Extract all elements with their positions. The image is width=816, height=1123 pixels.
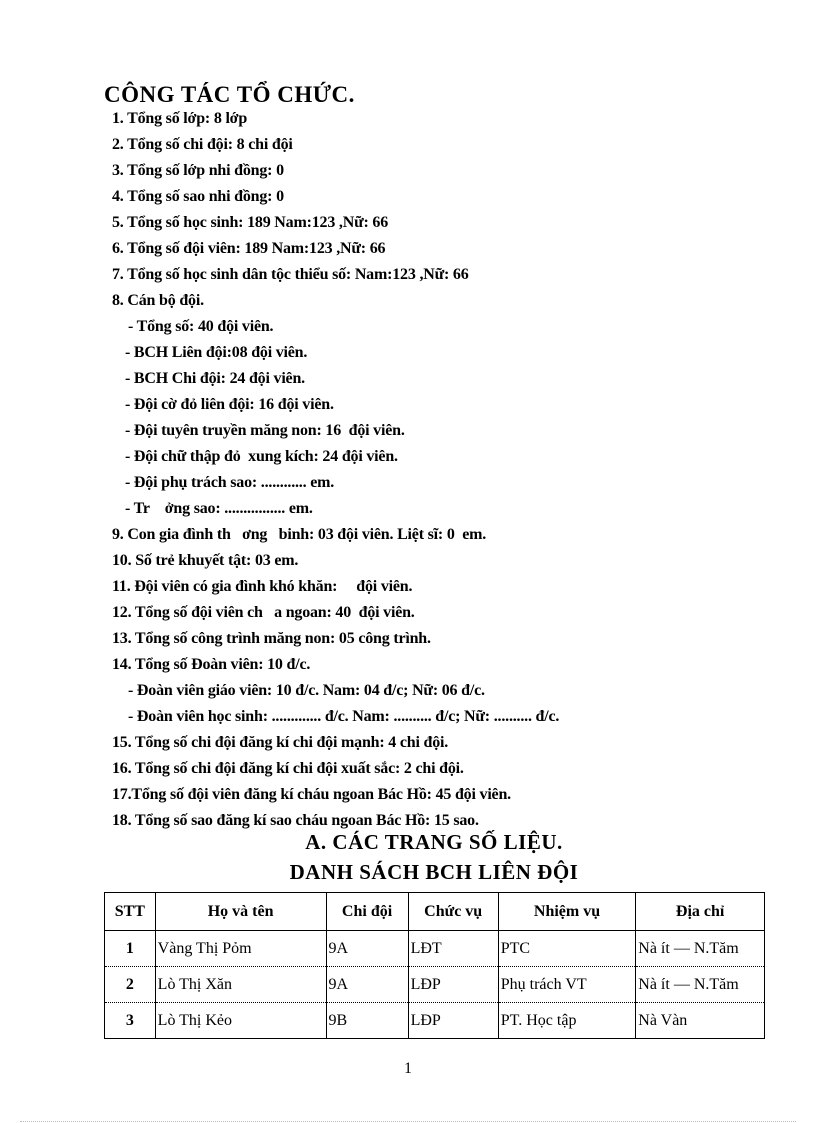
cell-address: Nà ít — N.Tăm [636,967,765,1003]
list-item: 11. Đội viên có gia đình khó khăn: đội viên. [112,578,413,595]
table-row [105,967,765,1003]
cell-class: 9B [326,1003,408,1039]
cell-name: Lò Thị Xăn [155,967,326,1003]
list-item: 9. Con gia đình th ơng binh: 03 đội viên. Liệt sĩ: 0 em. [112,526,487,543]
list-item: 1. Tổng số lớp: 8 lớp [112,110,248,127]
list-item: 13. Tổng số công trình măng non: 05 công trình. [112,630,431,647]
cell-class: 9A [326,931,408,967]
list-item: 10. Số trẻ khuyết tật: 03 em. [112,552,299,569]
column-header-address: Địa chỉ [636,893,765,931]
cell-duty: Phụ trách VT [498,967,636,1003]
list-subitem: - Đội cờ đỏ liên đội: 16 đội viên. [125,396,334,413]
cell-position: LĐP [408,967,498,1003]
list-item: 7. Tổng số học sinh dân tộc thiểu số: Nam:123 ,Nữ: 66 [112,266,469,283]
cell-name: Vàng Thị Pỏm [155,931,326,967]
list-item: 18. Tổng số sao đăng kí sao cháu ngoan Bác Hồ: 15 sao. [112,812,479,829]
list-item: 12. Tổng số đội viên ch a ngoan: 40 đội viên. [112,604,415,621]
section-heading: A. CÁC TRANG SỐ LIỆU. [305,830,563,854]
list-item: 6. Tổng số đội viên: 189 Nam:123 ,Nữ: 66 [112,240,386,257]
table-row [105,1003,765,1039]
page-title: CÔNG TÁC TỔ CHỨC. [104,82,355,107]
statistics-list [112,106,752,834]
list-item: 14. Tổng số Đoàn viên: 10 đ/c. [112,656,311,673]
list-subitem: - BCH Chi đội: 24 đội viên. [125,370,305,387]
cell-address: Nà Vàn [636,1003,765,1039]
list-subitem: - Đoàn viên học sinh: ............. đ/c. Nam: .......... đ/c; Nữ: .......... đ/c. [128,708,560,725]
cell-class: 9A [326,967,408,1003]
cell-duty: PT. Học tập [498,1003,636,1039]
list-subitem: - Đội chữ thập đỏ xung kích: 24 đội viên. [125,448,398,465]
list-subitem: - BCH Liên đội:08 đội viên. [125,344,308,361]
list-subitem: - Đội tuyên truyền măng non: 16 đội viên. [125,422,405,439]
list-item: 8. Cán bộ đội. [112,292,204,309]
table-row [105,931,765,967]
page-divider [20,1121,796,1122]
cell-stt: 2 [105,967,156,1003]
cell-position: LĐT [408,931,498,967]
list-subitem: - Tr ởng sao: ................ em. [125,500,313,517]
cell-address: Nà ít — N.Tăm [636,931,765,967]
list-item: 17.Tổng số đội viên đăng kí cháu ngoan Bác Hồ: 45 đội viên. [112,786,511,803]
list-item: 4. Tổng số sao nhi đồng: 0 [112,188,284,205]
list-item: 5. Tổng số học sinh: 189 Nam:123 ,Nữ: 66 [112,214,389,231]
cell-position: LĐP [408,1003,498,1039]
column-header-class: Chi đội [326,893,408,931]
page-number: 1 [404,1060,412,1077]
list-item: 15. Tổng số chi đội đăng kí chi đội mạnh: 4 chi đội. [112,734,449,751]
cell-stt: 3 [105,1003,156,1039]
column-header-position: Chức vụ [408,893,498,931]
cell-stt: 1 [105,931,156,967]
table-heading: DANH SÁCH BCH LIÊN ĐỘI [289,860,579,884]
list-subitem: - Đội phụ trách sao: ............ em. [125,474,335,491]
list-subitem: - Tổng số: 40 đội viên. [128,318,274,335]
cell-name: Lò Thị Kẻo [155,1003,326,1039]
list-subitem: - Đoàn viên giáo viên: 10 đ/c. Nam: 04 đ/c; Nữ: 06 đ/c. [128,682,485,699]
column-header-stt: STT [105,893,156,931]
cell-duty: PTC [498,931,636,967]
column-header-name: Họ và tên [155,893,326,931]
list-item: 2. Tổng số chi đội: 8 chi đội [112,136,293,153]
table-header-row [105,893,765,931]
list-item: 3. Tổng số lớp nhi đồng: 0 [112,162,284,179]
committee-table [104,892,765,1039]
list-item: 16. Tổng số chi đội đăng kí chi đội xuất sắc: 2 chi đội. [112,760,464,777]
column-header-duty: Nhiệm vụ [498,893,636,931]
